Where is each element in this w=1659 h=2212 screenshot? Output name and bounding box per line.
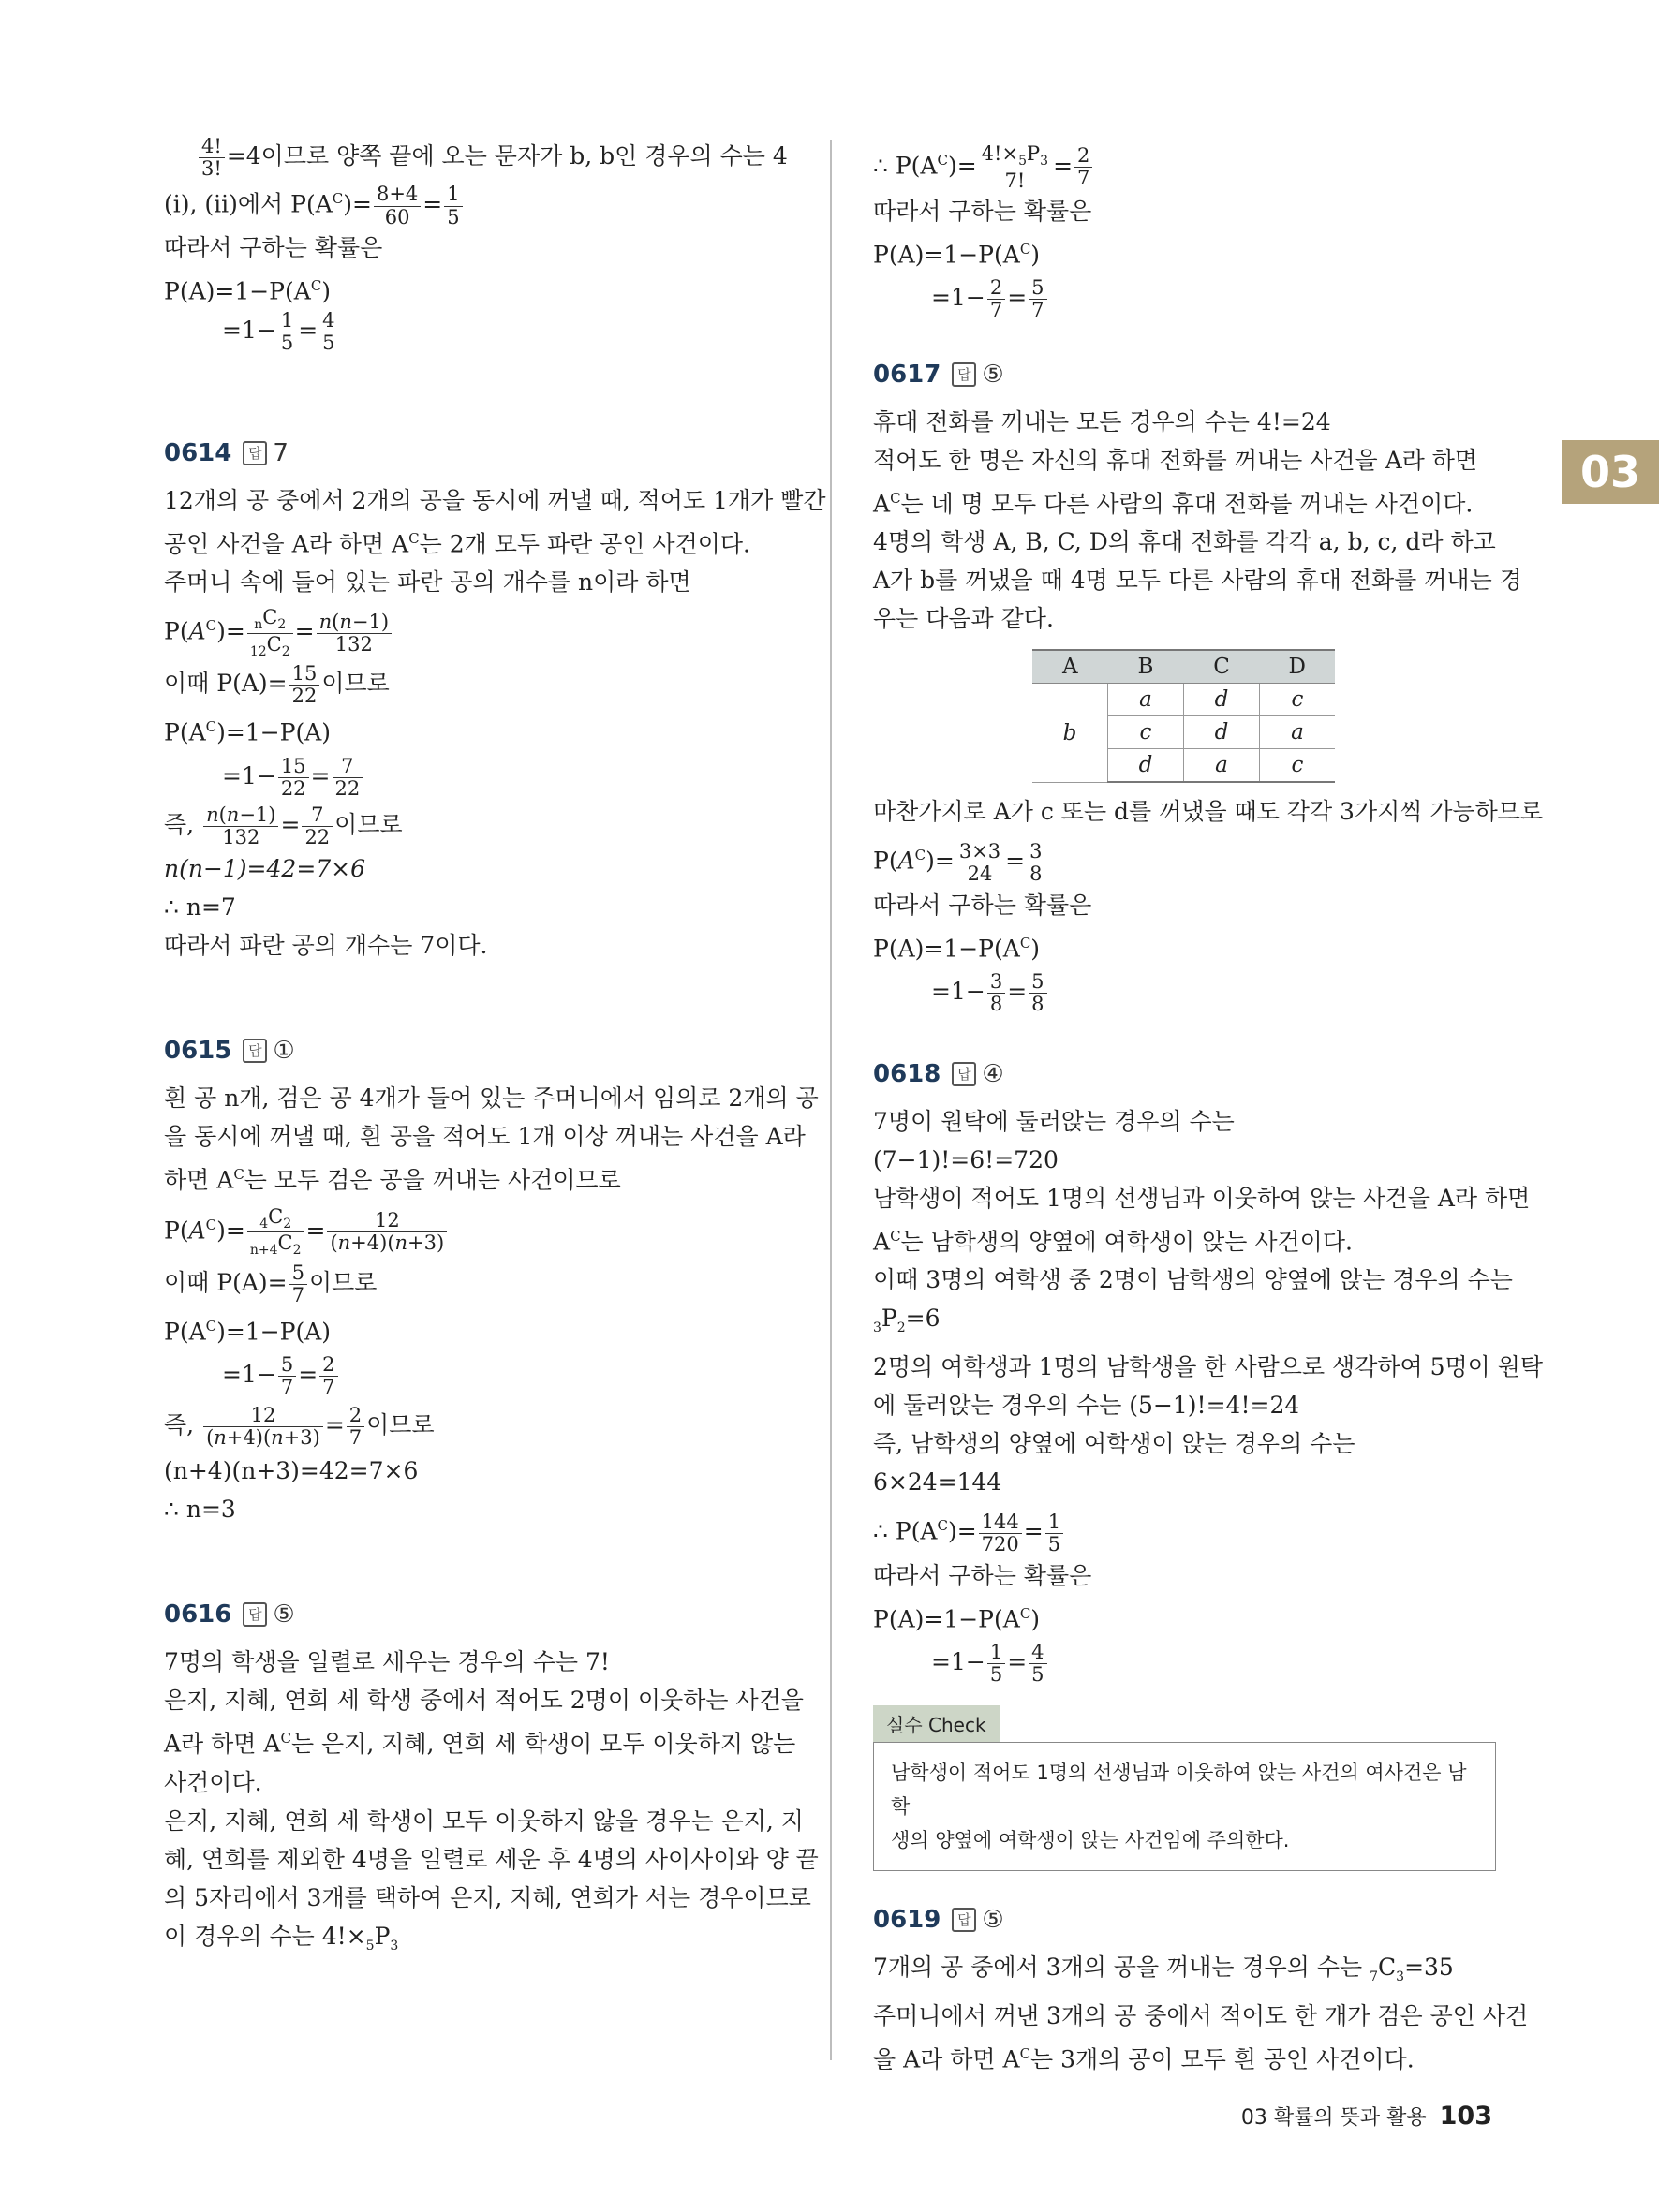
- q0616-line-5: 은지, 지혜, 연희 세 학생이 모두 이웃하지 않을 경우는 은지, 지: [164, 1806, 804, 1835]
- q0618-line-5: 이때 3명의 여학생 중 2명이 남학생의 양옆에 앉는 경우의 수는: [873, 1266, 1513, 1294]
- table-cell: a: [1184, 749, 1260, 783]
- q0617-line-4: 4명의 학생 A, B, C, D의 휴대 전화를 각각 a, b, c, d라 하고: [873, 528, 1496, 556]
- table-header: A: [1032, 650, 1108, 684]
- mistake-check-text: 생의 양옆에 여학생이 앉는 사건임에 주의한다.: [891, 1828, 1290, 1851]
- q0614-line-5: 이때 P(A)= $\frac{15}{22}$ 이므로: [164, 662, 390, 708]
- q0617-line-3: $A^C$는 네 명 모두 다른 사람의 휴대 전화를 꺼내는 사건이다.: [873, 489, 1474, 518]
- q0618-line-8: 에 둘러앉는 경우의 수는 (5−1)!=4!=24: [873, 1392, 1300, 1420]
- q0615-line-10: ∴ n=3: [164, 1496, 236, 1524]
- q0614-line-2: 공인 사건을 A라 하면 $A^C$는 2개 모두 파란 공인 사건이다.: [164, 530, 750, 558]
- mistake-check-box: [873, 1705, 1496, 1871]
- q0618-line-1: 7명이 원탁에 둘러앉는 경우의 수는: [873, 1107, 1235, 1135]
- table-cell: c: [1260, 684, 1336, 716]
- question-header-0616: 0616 답 ⑤: [164, 1600, 295, 1630]
- table-cell: b: [1032, 684, 1108, 783]
- q0619-line-3: 을 A라 하면 $A^C$는 3개의 공이 모두 흰 공인 사건이다.: [873, 2044, 1415, 2073]
- left-column: [164, 135, 826, 1966]
- q0614-line-4: $P(A^C)=$ $\frac{_nC_2}{_{12}C_2}$ = $\frac{n(n-1)}{132}$: [164, 601, 792, 659]
- intro-line-2: (ⅰ), (ⅱ)에서 $P(A^C)=$ $\frac{8+4}{60}$ = $\frac{1}{5}$: [164, 180, 792, 228]
- q0617-line-6: 우는 다음과 같다.: [873, 605, 1054, 633]
- q0617-line-1: 휴대 전화를 꺼내는 모든 경우의 수는 4!=24: [873, 407, 1331, 435]
- q0619-line-2: 주머니에서 꺼낸 3개의 공 중에서 적어도 한 개가 검은 공인 사건: [873, 2001, 1529, 2029]
- question-header-0615: 0615 답 ①: [164, 1036, 295, 1065]
- q0618-line-9: 즉, 남학생의 양옆에 여학생이 앉는 경우의 수는: [873, 1430, 1355, 1458]
- q0618-line-2: (7−1)!=6!=720: [873, 1145, 1059, 1173]
- q0618-line-13: $P(A)=1-P(A^C)$: [873, 1604, 1041, 1632]
- q0614-line-11: 따라서 파란 공의 개수는 7이다.: [164, 931, 488, 959]
- q0616-line-3: A라 하면 $A^C$는 은지, 지혜, 연희 세 학생이 모두 이웃하지 않는: [164, 1730, 796, 1758]
- q0618-line-7: 2명의 여학생과 1명의 남학생을 한 사람으로 생각하여 5명이 원탁: [873, 1353, 1544, 1381]
- page-number: 103: [1439, 2101, 1492, 2131]
- table-cell: a: [1108, 684, 1184, 716]
- q0616-line-7: 의 5자리에서 3개를 택하여 은지, 지혜, 연희가 서는 경우이므로: [164, 1883, 811, 1911]
- q0615-line-8: 즉, $\frac{12}{(n+4)(n+3)}$ = $\frac{2}{7}$ 이므로: [164, 1404, 435, 1450]
- top-line-3: $P(A)=1-P(A^C)$: [873, 240, 1041, 268]
- page-footer: [1241, 2101, 1492, 2131]
- table-header: B: [1108, 650, 1184, 684]
- q0615-line-6: $P(A^C)=1-P(A)$: [164, 1317, 332, 1346]
- table-cell: c: [1108, 716, 1184, 749]
- question-header-0619: 0619 답 ⑤: [873, 1905, 1004, 1934]
- q0617-line-2: 적어도 한 명은 자신의 휴대 전화를 꺼내는 사건을 A라 하면: [873, 446, 1478, 474]
- table-cell: c: [1260, 749, 1336, 783]
- q0617-line-10: $P(A)=1-P(A^C)$: [873, 934, 1041, 962]
- q0618-line-12: 따라서 구하는 확률은: [873, 1561, 1092, 1589]
- question-header-0617: 0617 답 ⑤: [873, 360, 1004, 389]
- question-header-0618: 0618 답 ④: [873, 1059, 1004, 1088]
- chapter-tab: 03: [1562, 440, 1659, 504]
- q0616-line-4: 사건이다.: [164, 1768, 262, 1796]
- derangement-table: [1032, 649, 1335, 783]
- intro-line-1: $\frac{4!}{3!}$ =4이므로 양쪽 끝에 오는 문자가 b, b인 경우의 수는 4: [164, 136, 792, 180]
- table-cell: a: [1260, 716, 1336, 749]
- intro-line-5: =1− $\frac{1}{5}$ = $\frac{4}{5}$: [164, 310, 792, 354]
- top-line-2: 따라서 구하는 확률은: [873, 197, 1092, 225]
- q0614-line-6: $P(A^C)=1-P(A)$: [164, 718, 332, 746]
- q0616-line-6: 혜, 연희를 제외한 4명을 일렬로 세운 후 4명의 사이사이와 양 끝: [164, 1845, 819, 1873]
- q0617-line-9: 따라서 구하는 확률은: [873, 891, 1092, 919]
- q0618-line-14: =1− $\frac{1}{5}$ = $\frac{4}{5}$: [873, 1638, 1496, 1687]
- intro-line-3: 따라서 구하는 확률은: [164, 233, 383, 261]
- top-line-4: =1− $\frac{2}{7}$ = $\frac{5}{7}$: [873, 273, 1496, 322]
- top-line-1: ∴ $P(A^C)=$ $\frac{4!\times_5P_3}{7!}$ = $\frac{2}{7}$: [873, 136, 1496, 192]
- mistake-check-text: 남학생이 적어도 1명의 선생님과 이웃하여 앉는 사건의 여사건은 남학: [891, 1761, 1467, 1818]
- intro-line-4: $P(A)=1-P(A^C)$: [164, 276, 332, 304]
- table-cell: d: [1184, 684, 1260, 716]
- table-header: C: [1184, 650, 1260, 684]
- q0618-line-11: ∴ $P(A^C)=$ $\frac{144}{720}$ = $\frac{1}{5}$: [873, 1501, 1496, 1556]
- q0615-line-2: 을 동시에 꺼낼 때, 흰 공을 적어도 1개 이상 꺼내는 사건을 A라: [164, 1122, 806, 1150]
- question-header-0614: 0614 답 7: [164, 439, 289, 468]
- q0614-line-1: 12개의 공 중에서 2개의 공을 동시에 꺼낼 때, 적어도 1개가 빨간: [164, 487, 826, 515]
- q0615-line-9: (n+4)(n+3)=42=7×6: [164, 1457, 419, 1485]
- column-divider: [830, 140, 832, 2060]
- q0614-line-7: =1− $\frac{15}{22}$ = $\frac{7}{22}$: [164, 752, 792, 801]
- right-column: [873, 136, 1544, 2078]
- q0614-line-3: 주머니 속에 들어 있는 파란 공의 개수를 n이라 하면: [164, 568, 691, 597]
- q0618-line-3: 남학생이 적어도 1명의 선생님과 이웃하여 앉는 사건을 A라 하면: [873, 1184, 1531, 1212]
- q0615-line-3: 하면 $A^C$는 모두 검은 공을 꺼내는 사건이므로: [164, 1165, 621, 1194]
- q0617-line-7: 마찬가지로 A가 c 또는 d를 꺼냈을 때도 각각 3가지씩 가능하므로: [873, 798, 1544, 826]
- q0615-line-5: 이때 P(A)= $\frac{5}{7}$ 이므로: [164, 1261, 378, 1306]
- mistake-check-content: [873, 1742, 1496, 1871]
- q0618-line-4: $A^C$는 남학생의 양옆에 여학생이 앉는 사건이다.: [873, 1227, 1353, 1256]
- q0616-line-1: 7명의 학생을 일렬로 세우는 경우의 수는 7!: [164, 1648, 610, 1676]
- footer-chapter: 03 확률의 뜻과 활용: [1240, 2106, 1427, 2130]
- q0614-line-8: 즉, $\frac{n(n-1)}{132}$ = $\frac{7}{22}$ 이므로: [164, 803, 403, 848]
- q0614-line-9: n(n−1)=42=7×6: [164, 854, 366, 882]
- q0619-line-1: 7개의 공 중에서 3개의 공을 꺼내는 경우의 수는 $_7C_3=35$: [873, 1953, 1454, 1984]
- q0614-line-10: ∴ n=7: [164, 892, 236, 921]
- q0617-line-8: $P(A^C)=$ $\frac{3\times 3}{24}$ = $\frac{3}{8}$: [873, 831, 1496, 885]
- q0615-line-4: $P(A^C)=$ $\frac{_4C_2}{_{n+4}C_2}$ = $\frac{12}{(n+4)(n+3)}$: [164, 1199, 792, 1259]
- q0615-line-7: =1− $\frac{5}{7}$ = $\frac{2}{7}$: [164, 1350, 792, 1399]
- q0616-line-8: 이 경우의 수는 $4!\times_5P_3$: [164, 1922, 399, 1954]
- mistake-check-label: 실수 Check: [873, 1705, 1000, 1742]
- q0617-line-11: =1− $\frac{3}{8}$ = $\frac{5}{8}$: [873, 967, 1496, 1016]
- q0617-line-5: A가 b를 꺼냈을 때 4명 모두 다른 사람의 휴대 전화를 꺼내는 경: [873, 567, 1522, 595]
- table-cell: d: [1184, 716, 1260, 749]
- table-header: D: [1260, 650, 1336, 684]
- q0618-line-10: 6×24=144: [873, 1468, 1002, 1497]
- table-cell: d: [1108, 749, 1184, 783]
- q0616-line-2: 은지, 지혜, 연희 세 학생 중에서 적어도 2명이 이웃하는 사건을: [164, 1687, 804, 1715]
- q0615-line-1: 흰 공 n개, 검은 공 4개가 들어 있는 주머니에서 임의로 2개의 공: [164, 1084, 819, 1112]
- q0618-line-6: $_3P_2=6$: [873, 1305, 941, 1336]
